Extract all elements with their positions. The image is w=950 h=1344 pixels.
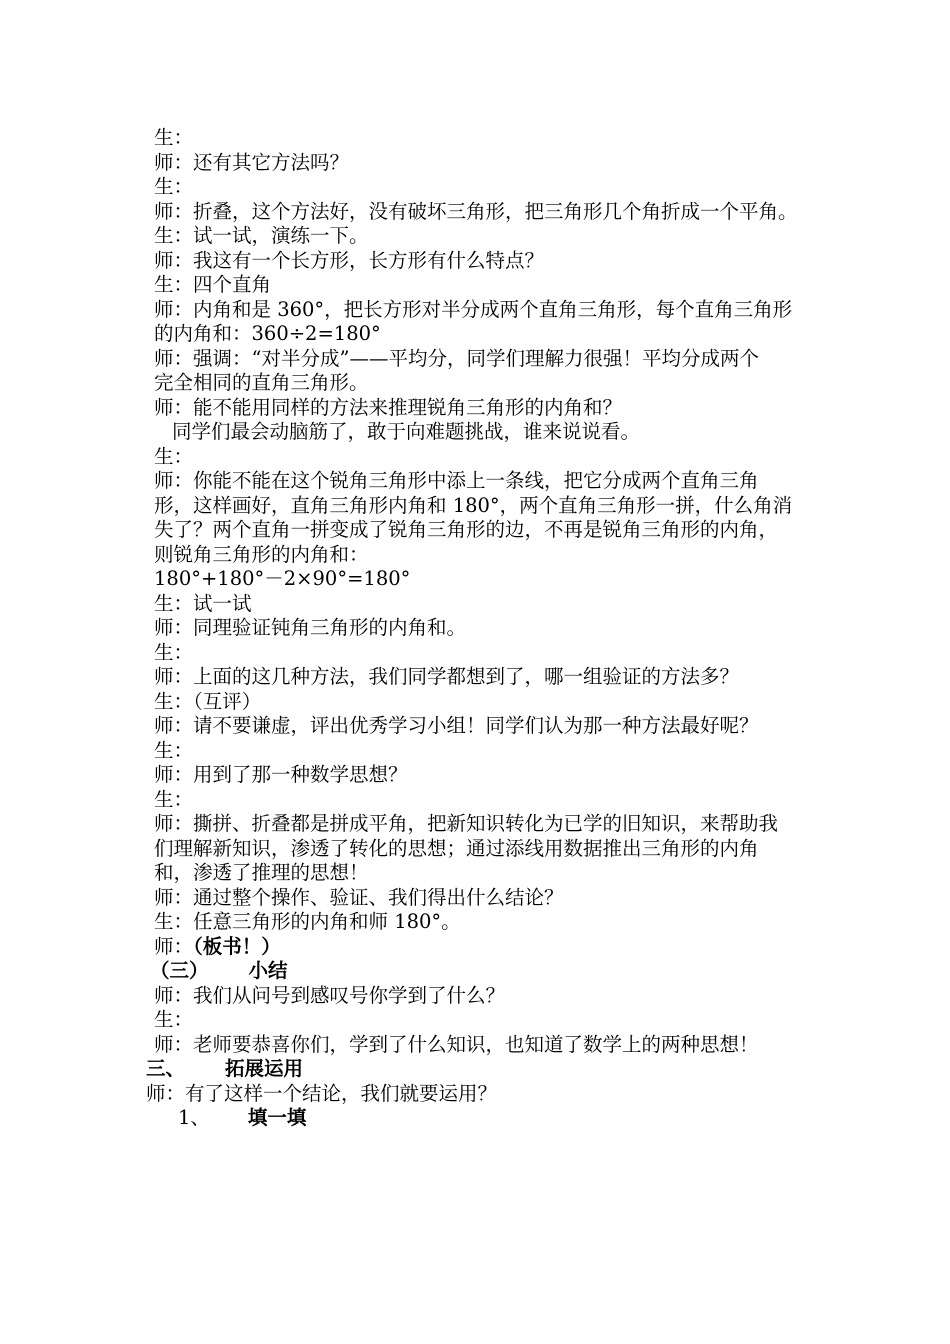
dialogue-line: 师：能不能用同样的方法来推理锐角三角形的内角和？: [154, 395, 623, 419]
dialogue-line: 师：强调：“对半分成”——平均分，同学们理解力很强！平均分成两个: [154, 346, 759, 370]
subsection-title: 填一填: [247, 1106, 307, 1129]
section-heading-number: 三、: [146, 1057, 186, 1080]
dialogue-line: 生：: [154, 444, 194, 468]
dialogue-line: 师：请不要谦虚，评出优秀学习小组！同学们认为那一种方法最好呢？: [154, 714, 759, 737]
dialogue-line: 师：内角和是 360°，把长方形对半分成两个直角三角形，每个直角三角形: [154, 297, 793, 321]
subsection-heading: [154, 1106, 874, 1131]
dialogue-line: 师：我这有一个长方形，长方形有什么特点？: [154, 248, 545, 272]
dialogue-line: 们理解新知识，渗透了转化的思想；通过添线用数据推出三角形的内角: [154, 836, 759, 860]
dialogue-line: 生：: [154, 640, 194, 664]
dialogue-line: 生：: [154, 738, 194, 762]
dialogue-line: 师：用到了那一种数学思想？: [154, 763, 408, 786]
dialogue-line: 的内角和：360÷2=180°: [154, 322, 381, 345]
board-note-line: [154, 935, 874, 960]
dialogue-line: 和，渗透了推理的思想！: [154, 861, 369, 884]
section-heading-title: 拓展运用: [225, 1057, 304, 1080]
speaker-label: 师：: [154, 934, 194, 958]
dialogue-line: 师：上面的这几种方法，我们同学都想到了，哪一组验证的方法多？: [154, 665, 740, 688]
summary-heading-number: （三）: [150, 959, 209, 982]
section-heading: [146, 1057, 874, 1082]
dialogue-line: 失了？两个直角一拼变成了锐角三角形的边，不再是锐角三角形的内角，: [154, 518, 779, 541]
summary-heading-title: 小结: [248, 959, 288, 982]
formula-line: 180°+180°－2×90°=180°: [154, 567, 411, 590]
dialogue-line: 师：撕拼、折叠都是拼成平角，把新知识转化为已学的旧知识，来帮助我: [154, 812, 779, 835]
dialogue-line: 生：四个直角: [154, 273, 272, 296]
document-body: [146, 126, 874, 1131]
dialogue-line: 生：: [154, 175, 194, 198]
dialogue-line: 同学们最会动脑筋了，敢于向难题挑战，谁来说说看。: [172, 420, 641, 443]
dialogue-line: 生：: [154, 1008, 194, 1031]
dialogue-line: 生：（互评）: [154, 689, 262, 713]
subsection-number: 1、: [178, 1106, 210, 1129]
dialogue-line: 师：同理验证钝角三角形的内角和。: [154, 616, 467, 639]
dialogue-line: 生：: [154, 126, 194, 149]
dialogue-line: 师：通过整个操作、验证、我们得出什么结论？: [154, 885, 564, 909]
dialogue-line: 完全相同的直角三角形。: [154, 371, 369, 394]
board-note: （板书！）: [193, 934, 281, 958]
dialogue-line: 生：试一试，演练一下。: [154, 224, 369, 247]
dialogue-line: 师：折叠，这个方法好，没有破坏三角形，把三角形几个角折成一个平角。: [154, 199, 798, 223]
dialogue-line: 师：还有其它方法吗？: [154, 150, 350, 174]
dialogue-line: 师：有了这样一个结论，我们就要运用？: [146, 1081, 498, 1105]
summary-heading: [150, 959, 874, 984]
dialogue-line: 师：老师要恭喜你们，学到了什么知识，也知道了数学上的两种思想！: [154, 1032, 759, 1056]
dialogue-line: 师：你能不能在这个锐角三角形中添上一条线，把它分成两个直角三角: [154, 469, 759, 492]
dialogue-line: 师：我们从问号到感叹号你学到了什么？: [154, 983, 506, 1007]
dialogue-line: 生：试一试: [154, 591, 252, 615]
dialogue-line: 生：任意三角形的内角和师 180°。: [154, 910, 461, 933]
dialogue-line: 则锐角三角形的内角和：: [154, 542, 369, 566]
dialogue-line: 形，这样画好，直角三角形内角和 180°，两个直角三角形一拼，什么角消: [154, 493, 793, 517]
dialogue-line: 生：: [154, 787, 194, 811]
